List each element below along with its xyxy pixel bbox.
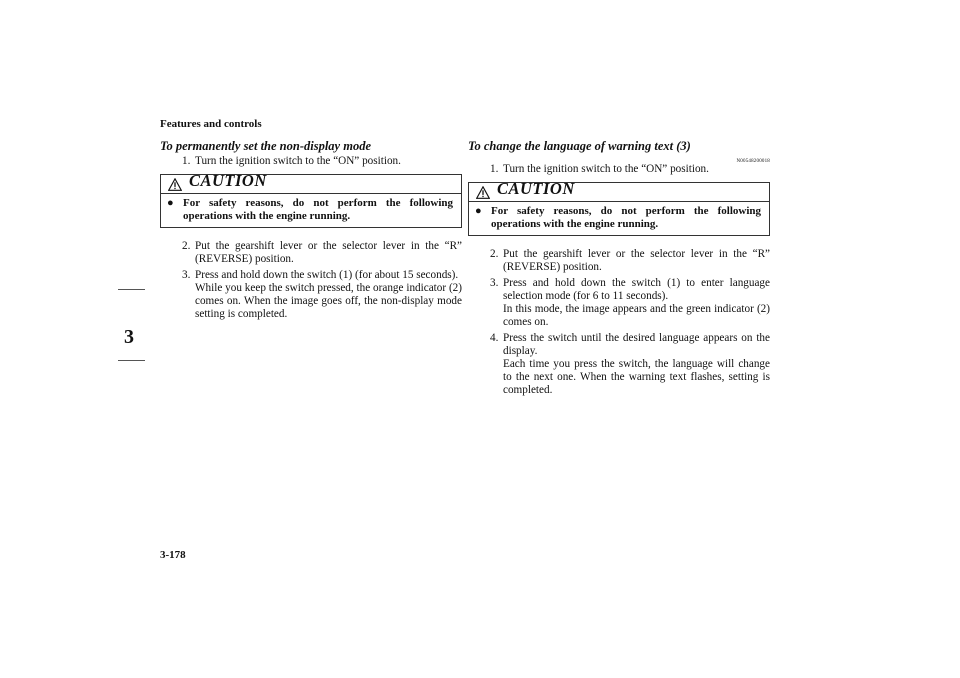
- caution-box: [160, 171, 462, 228]
- caution-label: CAUTION: [497, 179, 575, 198]
- step-note: In this mode, the image appears and the green indicator (2) comes on.: [503, 303, 770, 328]
- step-text: Turn the ignition switch to the “ON” position.: [195, 155, 401, 167]
- step-text: Press and hold down the switch (1) (for about 15 seconds).: [195, 269, 459, 281]
- caution-label: CAUTION: [189, 171, 267, 190]
- step-note: While you keep the switch pressed, the orange indicator (2) comes on. When the image goes off, the non-display mode setting is completed.: [195, 282, 462, 320]
- section-title-text: To change the language of warning text (3): [468, 139, 691, 153]
- warning-triangle-icon: [168, 178, 182, 191]
- step-1: [468, 163, 770, 176]
- chapter-tab-bottom-rule: [118, 360, 145, 361]
- step-number: 1.: [490, 163, 499, 175]
- chapter-number: 3: [124, 326, 134, 348]
- running-header: Features and controls: [160, 118, 262, 130]
- step-text: Turn the ignition switch to the “ON” position.: [503, 163, 709, 175]
- step-4: [468, 332, 770, 397]
- caution-box: [468, 179, 770, 236]
- step-text: Put the gearshift lever or the selector lever in the “R” (REVERSE) position.: [503, 248, 770, 273]
- step-number: 4.: [490, 332, 499, 344]
- caution-text: For safety reasons, do not perform the following operations with the engine running.: [491, 205, 761, 230]
- caution-header: [161, 171, 461, 194]
- page-number: 3-178: [160, 549, 186, 561]
- step-number: 1.: [182, 155, 191, 167]
- step-3: [160, 269, 462, 321]
- step-text: Press the switch until the desired language appears on the display.: [503, 332, 770, 357]
- bullet-icon: ●: [475, 205, 482, 217]
- section-title-warning-language: [468, 139, 770, 164]
- step-number: 3.: [490, 277, 499, 289]
- step-text: Press and hold down the switch (1) to enter language selection mode (for 6 to 11 seconds).: [503, 277, 770, 302]
- section-code: N00548200018: [736, 159, 770, 164]
- bullet-icon: ●: [167, 197, 174, 209]
- step-2: [160, 240, 462, 266]
- caution-text-block: [469, 202, 769, 235]
- step-text: Put the gearshift lever or the selector lever in the “R” (REVERSE) position.: [195, 240, 462, 265]
- chapter-tab-top-rule: [118, 289, 145, 290]
- step-1: [160, 155, 462, 168]
- step-3: [468, 277, 770, 329]
- warning-triangle-icon: [476, 186, 490, 199]
- right-column: [468, 139, 770, 400]
- caution-text-block: [161, 194, 461, 227]
- section-title-non-display-mode: To permanently set the non-display mode: [160, 139, 371, 153]
- left-column: [160, 139, 462, 324]
- caution-header: [469, 179, 769, 202]
- step-note: Each time you press the switch, the language will change to the next one. When the warning text flashes, setting is completed.: [503, 358, 770, 396]
- step-number: 3.: [182, 269, 191, 281]
- step-number: 2.: [182, 240, 191, 252]
- step-number: 2.: [490, 248, 499, 260]
- caution-text: For safety reasons, do not perform the following operations with the engine running.: [183, 197, 453, 222]
- step-2: [468, 248, 770, 274]
